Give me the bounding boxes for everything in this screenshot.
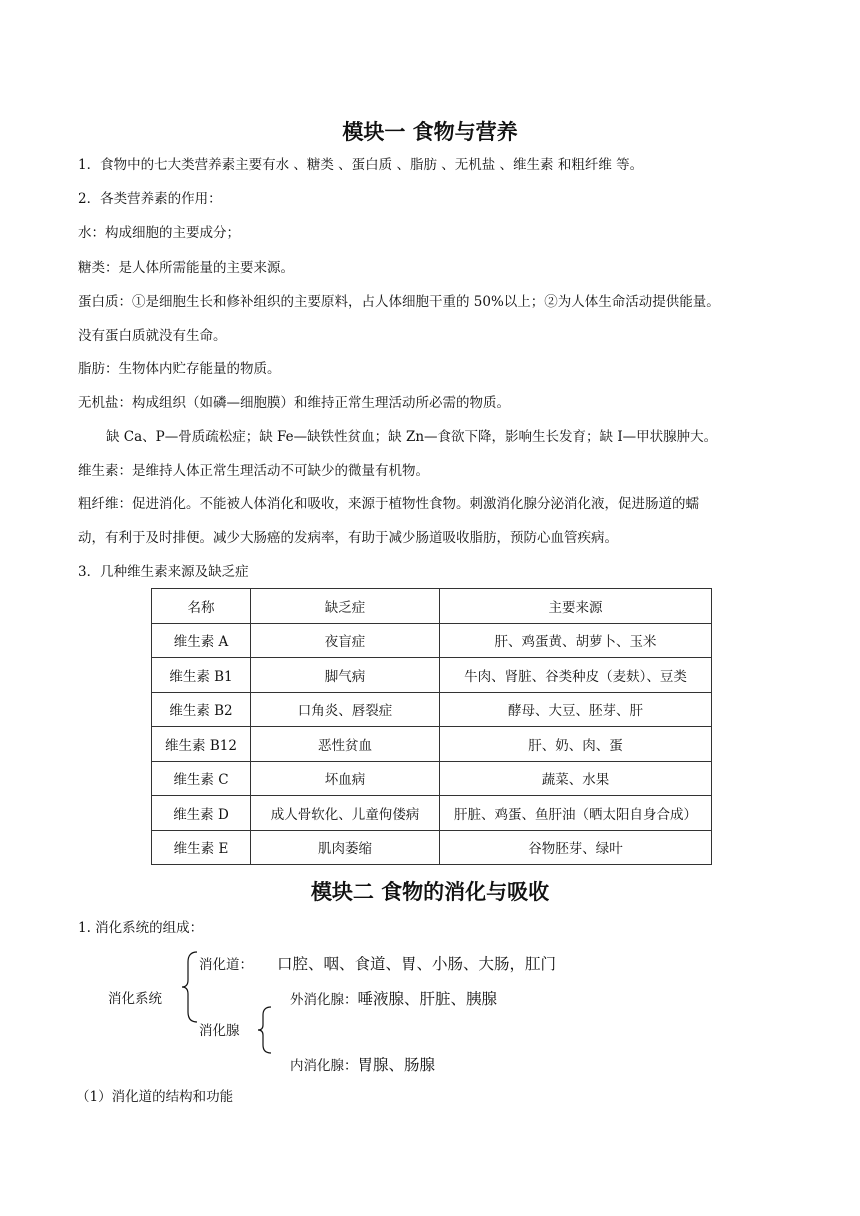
table-cell: 恶性贫血 (251, 727, 440, 762)
subsection-heading: （1）消化道的结构和功能 (76, 1089, 234, 1105)
table-cell: 蔬菜、水果 (440, 761, 712, 796)
table-row (152, 761, 712, 796)
paragraph-line: 粗纤维：促进消化。不能被人体消化和吸收，来源于植物性食物。刺激消化腺分泌消化液，促进肠道的蠕 (78, 496, 699, 512)
outer-gland-label: 外消化腺： (290, 992, 358, 1008)
vitamin-table (151, 588, 712, 865)
table-cell: 脚气病 (251, 658, 440, 693)
table-cell: 口角炎、唇裂症 (251, 692, 440, 727)
section-item: 1. 消化系统的组成： (78, 920, 204, 936)
table-cell: 坏血病 (251, 761, 440, 796)
left-brace-icon (180, 950, 200, 1024)
inner-gland-row (290, 1053, 435, 1075)
table-cell: 夜盲症 (251, 623, 440, 658)
paragraph-line: 维生素：是维持人体正常生理活动不可缺少的微量有机物。 (78, 463, 429, 479)
table-cell: 谷物胚芽、绿叶 (440, 830, 712, 865)
table-row (152, 796, 712, 831)
paragraph-line: 脂肪：生物体内贮存能量的物质。 (78, 361, 281, 377)
module1-title: 模块一 食物与营养 (342, 120, 518, 144)
digestive-gland-label: 消化腺 (199, 1023, 240, 1039)
paragraph-line: 蛋白质：①是细胞生长和修补组织的主要原料，占人体细胞干重的 50%以上；②为人体生命活动提供能量。 (78, 294, 720, 310)
inner-gland-label: 内消化腺： (290, 1058, 358, 1074)
table-cell: 维生素 B12 (152, 727, 251, 762)
table-cell: 维生素 C (152, 761, 251, 796)
paragraph-line: 1．食物中的七大类营养素主要有水 、糖类 、蛋白质 、脂肪 、无机盐 、维生素 和粗纤维 等。 (78, 157, 644, 173)
table-header-row (152, 589, 712, 624)
left-brace-icon (256, 1005, 274, 1055)
table-row (152, 727, 712, 762)
paragraph-line: 水：构成细胞的主要成分； (78, 225, 240, 241)
outer-gland-row (290, 987, 497, 1009)
table-header-cell: 主要来源 (440, 589, 712, 624)
digestive-tract-label: 消化道： (199, 957, 253, 973)
table-cell: 肝、奶、肉、蛋 (440, 727, 712, 762)
table-cell: 维生素 B2 (152, 692, 251, 727)
table-row (152, 692, 712, 727)
table-cell: 肝、鸡蛋黄、胡萝卜、玉米 (440, 623, 712, 658)
table-cell: 维生素 E (152, 830, 251, 865)
table-cell: 肌肉萎缩 (251, 830, 440, 865)
table-cell: 维生素 B1 (152, 658, 251, 693)
table-cell: 酵母、大豆、胚芽、肝 (440, 692, 712, 727)
diagram-root-label: 消化系统 (108, 991, 162, 1007)
paragraph-line: 缺 Ca、P—骨质疏松症；缺 Fe—缺铁性贫血；缺 Zn—食欲下降，影响生长发育；缺 I—甲状腺肿大。 (106, 429, 718, 445)
module2-title: 模块二 食物的消化与吸收 (310, 880, 550, 904)
table-cell: 成人骨软化、儿童佝偻病 (251, 796, 440, 831)
table-row (152, 658, 712, 693)
inner-gland-value: 胃腺、肠腺 (357, 1056, 436, 1074)
table-row (152, 830, 712, 865)
paragraph-line: 糖类：是人体所需能量的主要来源。 (78, 260, 294, 276)
paragraph-line: 2．各类营养素的作用： (78, 191, 222, 207)
table-cell: 维生素 D (152, 796, 251, 831)
table-header-cell: 名称 (152, 589, 251, 624)
table-row (152, 623, 712, 658)
outer-gland-value: 唾液腺、肝脏、胰腺 (357, 990, 498, 1008)
digestive-tract-value: 口腔、咽、食道、胃、小肠、大肠，肛门 (277, 955, 557, 973)
paragraph-line: 没有蛋白质就没有生命。 (78, 328, 227, 344)
table-header-cell: 缺乏症 (251, 589, 440, 624)
paragraph-line: 无机盐：构成组织（如磷—细胞膜）和维持正常生理活动所必需的物质。 (78, 395, 510, 411)
table-cell: 肝脏、鸡蛋、鱼肝油（晒太阳自身合成） (440, 796, 712, 831)
paragraph-line: 3．几种维生素来源及缺乏症 (78, 564, 249, 580)
table-cell: 牛肉、肾脏、谷类种皮（麦麸）、豆类 (440, 658, 712, 693)
paragraph-line: 动，有利于及时排便。减少大肠癌的发病率，有助于减少肠道吸收脂肪，预防心血管疾病。 (78, 530, 618, 546)
table-cell: 维生素 A (152, 623, 251, 658)
